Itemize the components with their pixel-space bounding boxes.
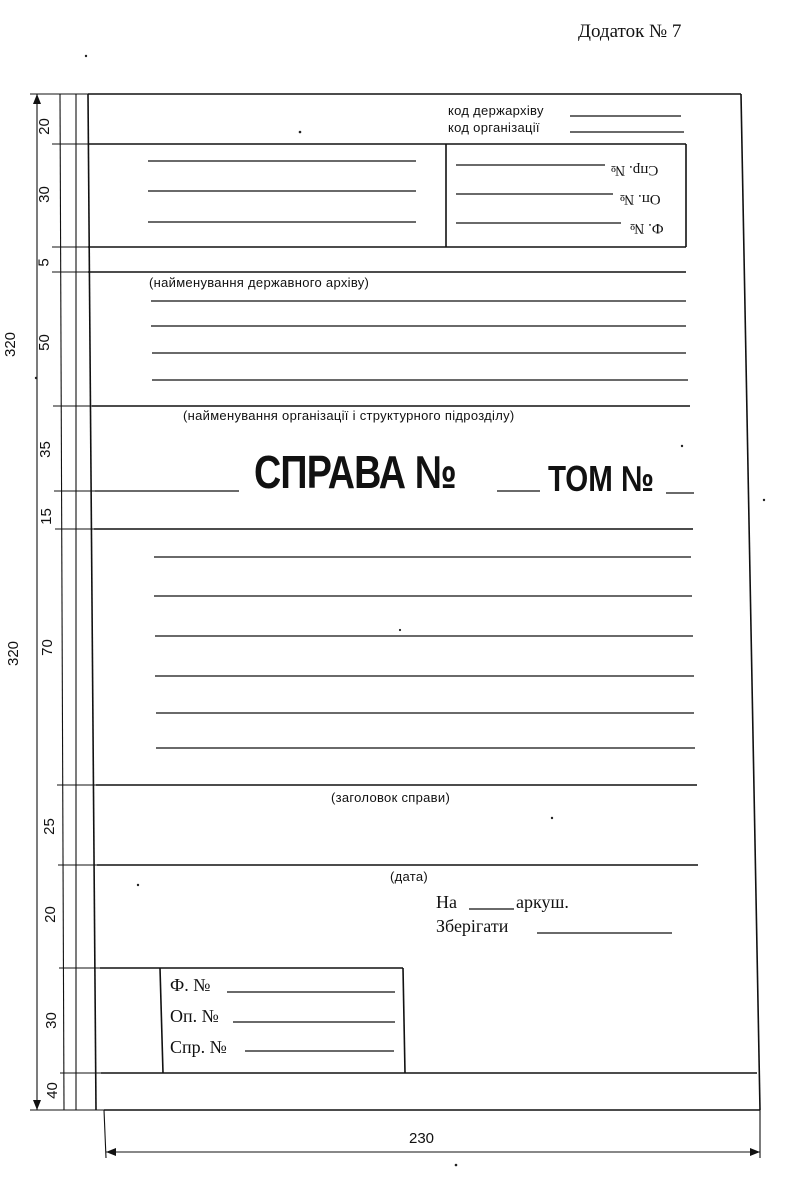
dimension-row: 50	[35, 334, 53, 351]
arrowhead	[106, 1148, 116, 1156]
dimension-row: 5	[35, 258, 53, 267]
dimension-row: 70	[38, 639, 56, 656]
dimension-total-height: 320	[5, 640, 23, 667]
appendix-label: Додаток № 7	[578, 21, 682, 42]
arrowhead	[33, 94, 41, 104]
volume-number-title: ТОМ №	[548, 458, 654, 499]
speck	[455, 1164, 458, 1167]
organization-code-label: код організації	[448, 120, 540, 135]
case-title-caption: (заголовок справи)	[331, 790, 451, 805]
archive-name-caption: (найменування державного архіву)	[149, 275, 370, 290]
sheets-suffix: аркуш.	[516, 892, 569, 912]
dimension-row: 40	[43, 1082, 61, 1099]
speck	[551, 817, 553, 819]
bottom-inventory-no-label: Оп. №	[170, 1006, 219, 1026]
rotated-inventory-no-label: Оп. №	[620, 191, 661, 207]
speck	[399, 629, 401, 631]
keep-label: Зберігати	[436, 916, 509, 936]
speck	[137, 884, 139, 886]
sheets-prefix: На	[436, 892, 457, 912]
dimension-row: 30	[35, 186, 53, 203]
speck	[763, 499, 765, 501]
case-number-title: СПРАВА №	[254, 446, 457, 498]
rotated-fund-no-label: Ф. №	[630, 220, 664, 236]
speck	[299, 131, 302, 134]
bottom-case-no-label: Спр. №	[170, 1037, 227, 1057]
extension-line	[104, 1110, 106, 1158]
bottom-box-right	[403, 968, 405, 1073]
date-caption: (дата)	[390, 869, 429, 884]
arrowhead	[33, 1100, 41, 1110]
state-archive-code-label: код держархіву	[448, 103, 544, 118]
dimension-total-height-top: 320	[2, 331, 20, 358]
rotated-case-no-label: Спр. №	[611, 162, 659, 178]
bottom-box-left	[160, 968, 163, 1073]
dimension-row: 35	[36, 441, 54, 458]
dimension-line-rows	[60, 94, 64, 1110]
bottom-fund-no-label: Ф. №	[170, 975, 211, 995]
dimension-width: 230	[409, 1130, 435, 1147]
arrowhead	[750, 1148, 760, 1156]
speck	[35, 377, 37, 379]
frame-right	[741, 94, 760, 1110]
organization-name-caption: (найменування організації і структурного підрозділу)	[183, 408, 515, 423]
dimension-row: 25	[40, 818, 58, 835]
dimension-row: 30	[42, 1012, 60, 1029]
speck	[681, 445, 683, 447]
dimension-row: 15	[37, 508, 55, 525]
dimension-row: 20	[35, 118, 53, 135]
dimension-row: 20	[41, 906, 59, 923]
speck	[85, 55, 87, 57]
